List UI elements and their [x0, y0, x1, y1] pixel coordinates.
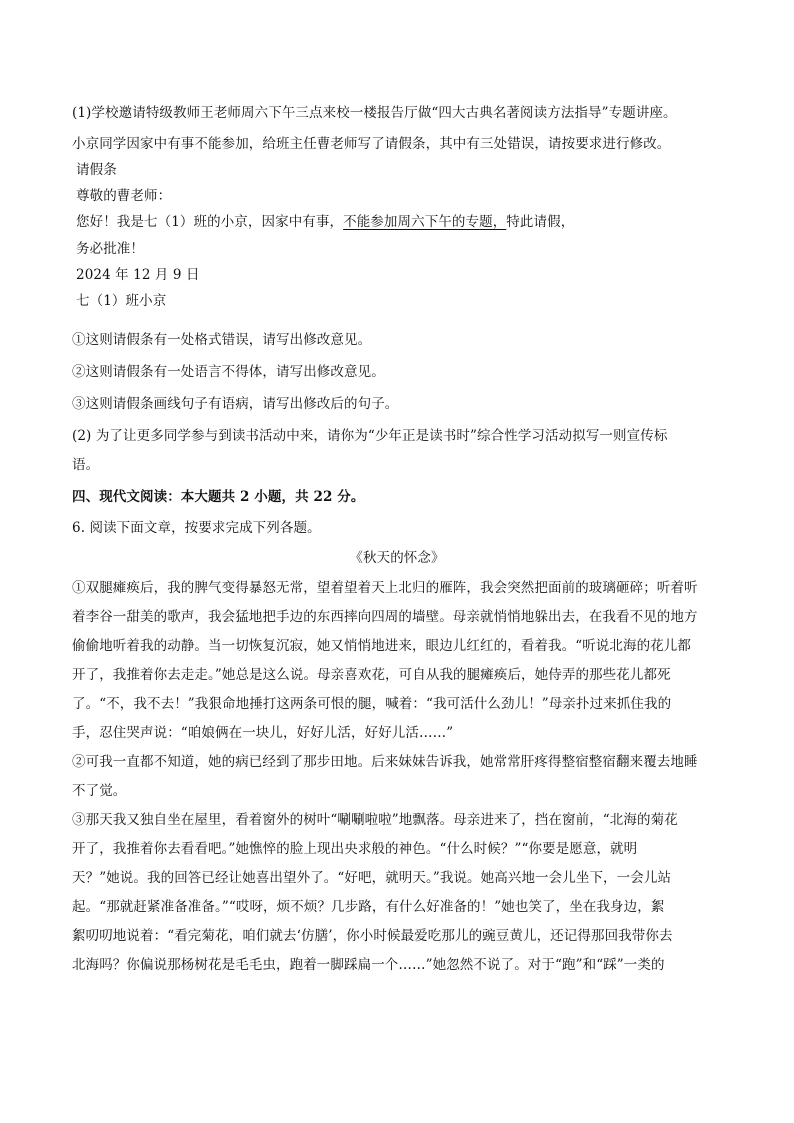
- article-line: 起。“那就赶紧准备准备。”“哎呀，烦不烦？几步路，有什么好准备的！”她也笑了，坐在我身边，絮: [72, 899, 665, 915]
- q5-part2-line1: (2) 为了让更多同学参与到读书活动中来，请你为“少年正是读书时”综合性学习活动拟写一则宣传标: [72, 428, 668, 444]
- q5-part1-line1: (1)学校邀请特级教师王老师周六下午三点来校一楼报告厅做“四大古典名著阅读方法指导”专题讲座。: [72, 105, 677, 121]
- article-line: 偷偷地听着我的动静。当一切恢复沉寂，她又悄悄地进来，眼边儿红红的，看着我。“听说北海的花儿都: [72, 638, 691, 654]
- article-line: 天？”她说。我的回答已经让她喜出望外了。“好吧，就明天。”我说。她高兴地一会儿坐下，一会儿站: [72, 870, 672, 886]
- subquestion-3: ③这则请假条画线句子有语病，请写出修改后的句子。: [72, 396, 399, 412]
- note-body-text: 您好！我是七（1）班的小京，因家中有事，: [76, 214, 344, 230]
- section-heading: 四、现代文阅读：本大题共 2 小题，共 22 分。: [72, 489, 365, 505]
- article-line: ③那天我又独自坐在屋里，看着窗外的树叶“唰唰啦啦”地飘落。母亲进来了，挡在窗前，“北海的菊花: [72, 812, 678, 828]
- underlined-sentence: 不能参加周六下午的专题，: [343, 214, 507, 230]
- subquestion-2: ②这则请假条有一处语言不得体，请写出修改意见。: [72, 364, 385, 380]
- q5-part1-line2: 小京同学因家中有事不能参加，给班主任曹老师写了请假条，其中有三处错误，请按要求进行修改。: [72, 136, 671, 152]
- article-line: 絮叨叨地说着：“看完菊花，咱们就去‘仿膳’，你小时候最爱吃那儿的豌豆黄儿，还记得那回我带你去: [72, 928, 673, 944]
- article-line: 着李谷一甜美的歌声，我会猛地把手边的东西摔向四周的墙壁。母亲就悄悄地躲出去，在我看不见的地方: [72, 609, 698, 625]
- note-salutation: 尊敬的曹老师：: [76, 188, 172, 204]
- article-line: 手，忍住哭声说：“咱娘俩在一块儿，好好儿活，好好儿活……”: [72, 725, 454, 741]
- article-line: 北海吗？你偏说那杨树花是毛毛虫，跑着一脚踩扁一个……”她忽然不说了。对于“跑”和“踩”一类的: [72, 957, 665, 973]
- question-6-intro: 6. 阅读下面文章，按要求完成下列各题。: [72, 520, 321, 536]
- article-line: ①双腿瘫痪后，我的脾气变得暴怒无常，望着望着天上北归的雁阵，我会突然把面前的玻璃砸碎；听着听: [72, 580, 698, 596]
- article-line: 开了，我推着你去看看吧。”她憔悴的脸上现出央求般的神色。“什么时候？”“你要是愿意，就明: [72, 841, 638, 857]
- article-line: 了。“不，我不去！”我狠命地捶打这两条可恨的腿，喊着：“我可活什么劲儿！”母亲扑过来抓住我的: [72, 696, 672, 712]
- subquestion-1: ①这则请假条有一处格式错误，请写出修改意见。: [72, 332, 372, 348]
- note-body-line1: [76, 212, 574, 232]
- article-line: 开了，我推着你去走走。”她总是这么说。母亲喜欢花，可自从我的腿瘫痪后，她侍弄的那些花儿都死: [72, 667, 671, 683]
- q5-part2-line2: 语。: [72, 457, 100, 473]
- note-title: 请假条: [76, 162, 117, 178]
- article-line: ②可我一直都不知道，她的病已经到了那步田地。后来妹妹告诉我，她常常肝疼得整宿整宿翻来覆去地睡: [72, 754, 698, 770]
- note-body-line2: 务必批准！: [76, 241, 144, 257]
- note-date: 2024 年 12 月 9 日: [76, 267, 200, 283]
- article-title: 《秋天的怀念》: [349, 550, 445, 566]
- note-body-text-end: 特此请假，: [506, 214, 575, 230]
- note-signature: 七（1）班小京: [76, 293, 167, 309]
- article-line: 不了觉。: [72, 783, 127, 799]
